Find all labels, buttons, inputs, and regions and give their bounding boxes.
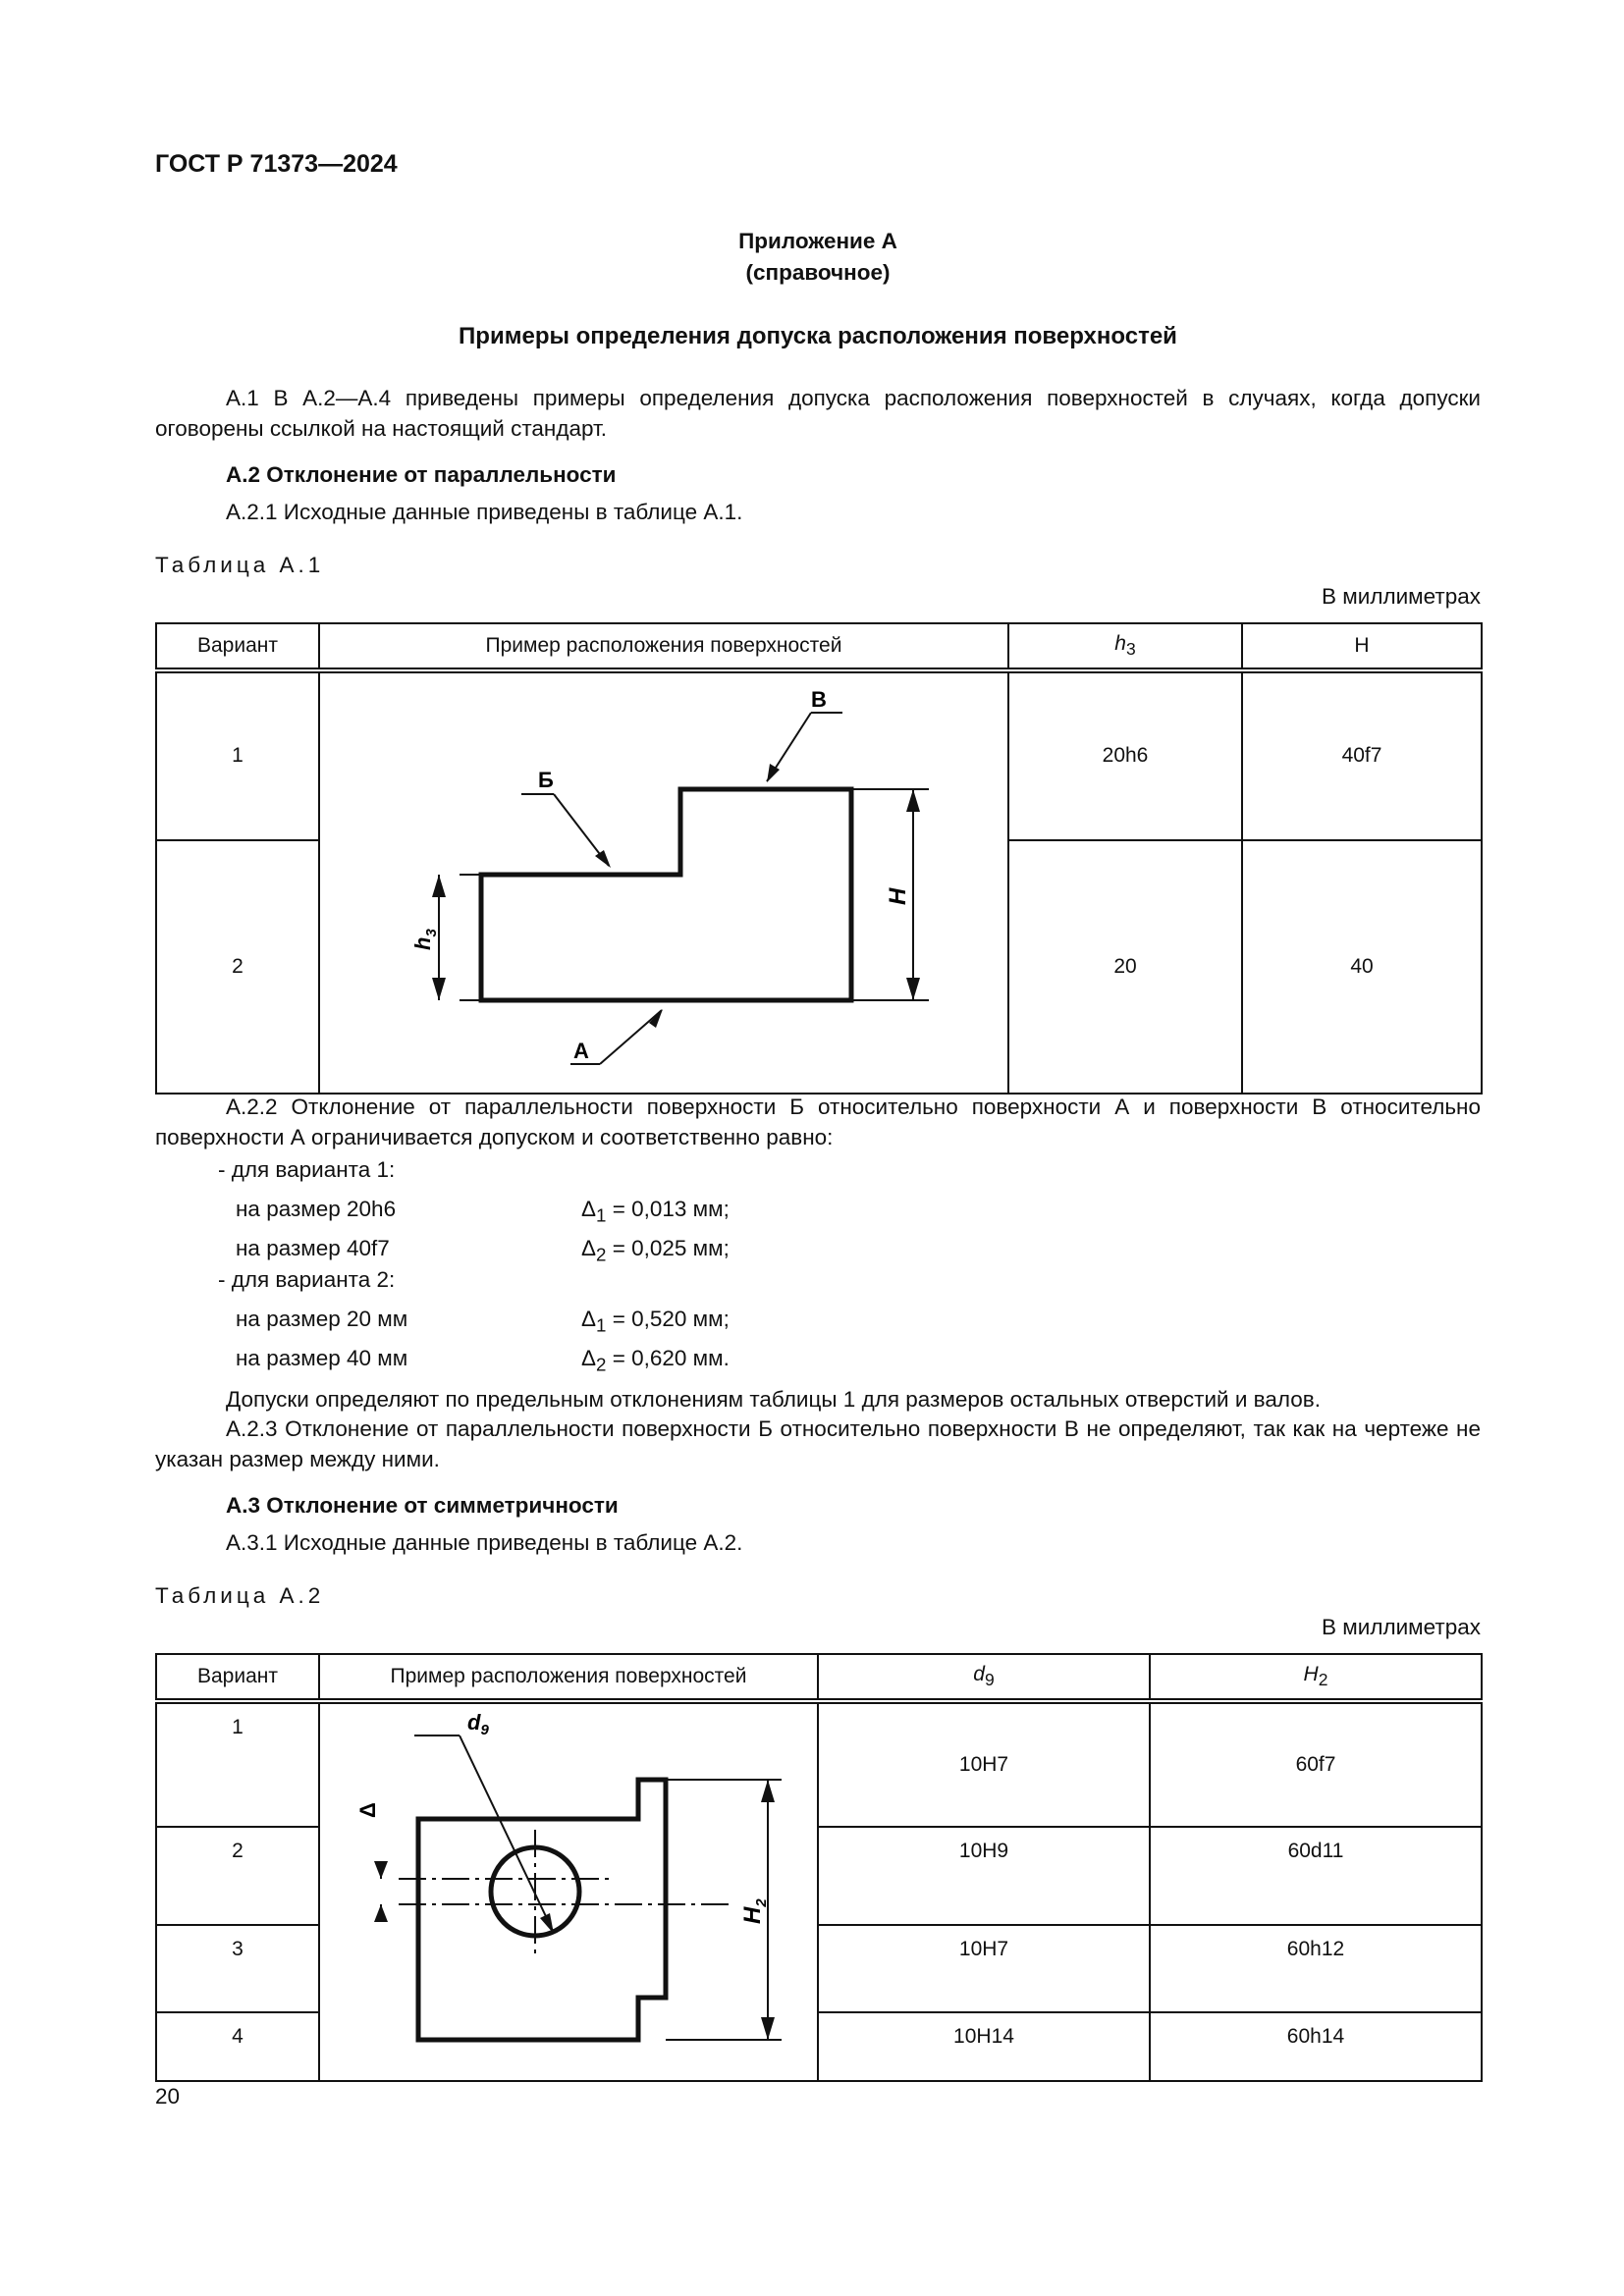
table-a1 [155, 622, 1483, 1095]
size-label: на размер 20 мм [236, 1307, 408, 1331]
parallel-figure [320, 673, 1009, 1084]
col-H: Н [1242, 623, 1482, 670]
table-cell: 20 [1008, 840, 1242, 1094]
table-a1-label: Таблица А.1 [155, 553, 325, 577]
table-cell: 10H14 [818, 2012, 1150, 2081]
size-label: на размер 40 мм [236, 1346, 408, 1370]
variant-2-label: - для варианта 2: [218, 1267, 396, 1292]
section-a2-1: А.2.1 Исходные данные приведены в таблице А.1. [226, 500, 743, 524]
table-cell: 3 [156, 1925, 319, 2012]
table-a2 [155, 1653, 1483, 2082]
col-example: Пример расположения поверхностей [319, 1654, 818, 1701]
col-d9: $d_9$ [818, 1654, 1150, 1701]
table-cell: 40 [1242, 840, 1482, 1094]
table-cell: 1 [156, 1701, 319, 1827]
label-A: А [573, 1039, 589, 1063]
size-label: на размер 40f7 [236, 1236, 390, 1260]
table-cell: 60d11 [1150, 1827, 1482, 1924]
section-a2-2: А.2.2 Отклонение от параллельности поверхности Б относительно поверхности А и поверхности В относительно поверхности А ограничивается допуском и соответственно равно: [155, 1095, 1481, 1150]
table-a2-units: В миллиметрах [1322, 1615, 1481, 1639]
table-cell: 60h12 [1150, 1925, 1482, 2012]
table-cell: 60f7 [1150, 1701, 1482, 1827]
col-variant: Вариант [156, 1654, 319, 1701]
col-example: Пример расположения поверхностей [319, 623, 1008, 670]
table-cell: 4 [156, 2012, 319, 2081]
figure-cell [319, 1701, 818, 2081]
part-outline [481, 789, 851, 1000]
appendix-subtitle: (справочное) [745, 260, 891, 285]
table-cell: 40f7 [1242, 670, 1482, 840]
document-header: ГОСТ Р 71373—2024 [155, 150, 398, 178]
intro-paragraph: А.1 В А.2—А.4 приведены примеры определения допуска расположения поверхностей в случаях, когда допуски оговорены ссылкой на настоящий стандарт. [155, 386, 1481, 442]
table-cell: 1 [156, 670, 319, 840]
label-d9: $d_9$ [467, 1710, 489, 1738]
col-h3: $h_3$ [1008, 623, 1242, 670]
table-cell: 10H9 [818, 1827, 1150, 1924]
section-a2-title: А.2 Отклонение от параллельности [226, 462, 617, 487]
col-H2: $H_2$ [1150, 1654, 1482, 1701]
label-H: H [885, 887, 911, 905]
label-H2: $H_2$ [739, 1898, 770, 1924]
label-Bb: Б [538, 768, 554, 792]
section-a3-title: А.3 Отклонение от симметричности [226, 1493, 619, 1518]
table-cell: 10H7 [818, 1925, 1150, 2012]
table-a1-units: В миллиметрах [1322, 584, 1481, 609]
tolerance-value: $\Delta_2 = 0,025$ мм; [581, 1236, 730, 1265]
appendix-heading: Примеры определения допуска расположения поверхностей [459, 323, 1177, 349]
symmetry-figure [320, 1704, 819, 2071]
table-a2-label: Таблица А.2 [155, 1583, 325, 1608]
tolerance-value: $\Delta_1 = 0,013$ мм; [581, 1197, 730, 1226]
tolerance-value: $\Delta_2 = 0,620$ мм. [581, 1346, 730, 1375]
section-a3-1: А.3.1 Исходные данные приведены в таблице А.2. [226, 1530, 743, 1555]
label-delta: Δ [355, 1802, 380, 1818]
size-label: на размер 20h6 [236, 1197, 397, 1221]
table-cell: 2 [156, 1827, 319, 1924]
table-cell: 10H7 [818, 1701, 1150, 1827]
appendix-title: Приложение А [738, 229, 897, 253]
table-cell: 2 [156, 840, 319, 1094]
page-number: 20 [155, 2084, 181, 2109]
tolerance-note: Допуски определяют по предельным отклонениям таблицы 1 для размеров остальных отверстий и валов. [226, 1387, 1321, 1412]
label-h3: $h_3$ [410, 929, 440, 950]
label-B: В [811, 687, 827, 712]
variant-1-label: - для варианта 1: [218, 1157, 396, 1182]
table-cell: 60h14 [1150, 2012, 1482, 2081]
tolerance-value: $\Delta_1 = 0,520$ мм; [581, 1307, 730, 1336]
leader-d9 [460, 1735, 553, 1931]
leader-A [600, 1010, 662, 1064]
col-variant: Вариант [156, 623, 319, 670]
figure-cell [319, 670, 1008, 1094]
table-cell: 20h6 [1008, 670, 1242, 840]
section-a2-3: А.2.3 Отклонение от параллельности поверхности Б относительно поверхности В не определяют, так как на чертеже не указан размер между ними. [155, 1416, 1481, 1472]
